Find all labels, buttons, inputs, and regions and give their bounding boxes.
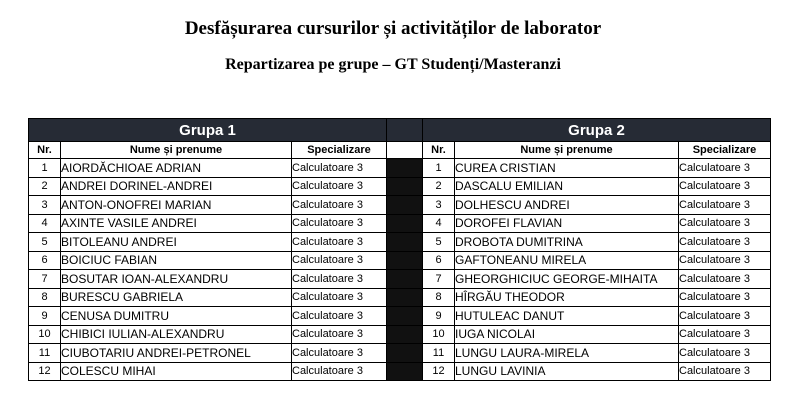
student-name: GHEORGHICIUC GEORGE-MIHAITA (455, 270, 679, 289)
specialization: Calculatoare 3 (679, 233, 771, 252)
row-number: 4 (29, 214, 61, 233)
column-gap (387, 362, 423, 381)
specialization: Calculatoare 3 (292, 251, 387, 270)
document-subtitle: Repartizarea pe grupe – GT Studenți/Masteranzi (225, 56, 561, 73)
row-number: 3 (29, 196, 61, 215)
document-title: Desfășurarea cursurilor și activităților de laborator (184, 18, 602, 39)
specialization: Calculatoare 3 (292, 196, 387, 215)
group-1-title: Grupa 1 (29, 119, 387, 142)
specialization: Calculatoare 3 (679, 270, 771, 289)
column-gap (387, 270, 423, 289)
student-name: AIORDĂCHIOAE ADRIAN (61, 159, 292, 178)
student-name: BURESCU GABRIELA (61, 288, 292, 307)
student-name: IUGA NICOLAI (455, 325, 679, 344)
table-row (29, 344, 771, 363)
table-row (29, 325, 771, 344)
student-name: CHIBICI IULIAN-ALEXANDRU (61, 325, 292, 344)
student-name: COLESCU MIHAI (61, 362, 292, 381)
student-name: CIUBOTARIU ANDREI-PETRONEL (61, 344, 292, 363)
specialization: Calculatoare 3 (292, 214, 387, 233)
g1-spec-header: Specializare (292, 142, 387, 159)
row-number: 10 (423, 325, 455, 344)
specialization: Calculatoare 3 (292, 307, 387, 326)
table-row (29, 214, 771, 233)
row-number: 8 (29, 288, 61, 307)
student-name: BOSUTAR IOAN-ALEXANDRU (61, 270, 292, 289)
specialization: Calculatoare 3 (679, 344, 771, 363)
row-number: 4 (423, 214, 455, 233)
row-number: 1 (29, 159, 61, 178)
group-header-row (29, 119, 771, 142)
specialization: Calculatoare 3 (292, 270, 387, 289)
table-row (29, 177, 771, 196)
row-number: 11 (423, 344, 455, 363)
g2-spec-header: Specializare (679, 142, 771, 159)
specialization: Calculatoare 3 (292, 344, 387, 363)
student-name: HÎRGĂU THEODOR (455, 288, 679, 307)
table-row (29, 159, 771, 178)
student-name: DASCALU EMILIAN (455, 177, 679, 196)
table-row (29, 196, 771, 215)
specialization: Calculatoare 3 (679, 325, 771, 344)
table-body (29, 159, 771, 381)
specialization: Calculatoare 3 (292, 288, 387, 307)
row-number: 9 (423, 307, 455, 326)
row-number: 5 (29, 233, 61, 252)
row-number: 2 (423, 177, 455, 196)
student-name: DOLHESCU ANDREI (455, 196, 679, 215)
column-gap (387, 344, 423, 363)
column-gap (387, 214, 423, 233)
student-name: DOROFEI FLAVIAN (455, 214, 679, 233)
student-name: DROBOTA DUMITRINA (455, 233, 679, 252)
row-number: 6 (423, 251, 455, 270)
row-number: 2 (29, 177, 61, 196)
student-name: ANTON-ONOFREI MARIAN (61, 196, 292, 215)
student-name: AXINTE VASILE ANDREI (61, 214, 292, 233)
row-number: 7 (423, 270, 455, 289)
table-row (29, 233, 771, 252)
specialization: Calculatoare 3 (679, 214, 771, 233)
specialization: Calculatoare 3 (292, 233, 387, 252)
column-gap (387, 119, 423, 142)
column-gap (387, 142, 423, 159)
row-number: 3 (423, 196, 455, 215)
row-number: 7 (29, 270, 61, 289)
specialization: Calculatoare 3 (292, 325, 387, 344)
student-name: BITOLEANU ANDREI (61, 233, 292, 252)
table-row (29, 288, 771, 307)
table-row (29, 251, 771, 270)
row-number: 8 (423, 288, 455, 307)
table-row (29, 307, 771, 326)
table-row (29, 270, 771, 289)
row-number: 5 (423, 233, 455, 252)
g2-nr-header: Nr. (423, 142, 455, 159)
specialization: Calculatoare 3 (292, 177, 387, 196)
groups-table (28, 118, 771, 381)
table-row (29, 362, 771, 381)
specialization: Calculatoare 3 (679, 251, 771, 270)
column-gap (387, 288, 423, 307)
row-number: 11 (29, 344, 61, 363)
column-gap (387, 177, 423, 196)
column-gap (387, 325, 423, 344)
g1-nr-header: Nr. (29, 142, 61, 159)
column-header-row (29, 142, 771, 159)
student-name: CENUSA DUMITRU (61, 307, 292, 326)
specialization: Calculatoare 3 (292, 159, 387, 178)
row-number: 12 (423, 362, 455, 381)
column-gap (387, 196, 423, 215)
student-name: BOICIUC FABIAN (61, 251, 292, 270)
specialization: Calculatoare 3 (292, 362, 387, 381)
specialization: Calculatoare 3 (679, 196, 771, 215)
student-name: HUTULEAC DANUT (455, 307, 679, 326)
specialization: Calculatoare 3 (679, 288, 771, 307)
column-gap (387, 233, 423, 252)
specialization: Calculatoare 3 (679, 307, 771, 326)
student-name: LUNGU LAURA-MIRELA (455, 344, 679, 363)
g2-name-header: Nume și prenume (455, 142, 679, 159)
column-gap (387, 159, 423, 178)
student-name: LUNGU LAVINIA (455, 362, 679, 381)
student-name: GAFTONEANU MIRELA (455, 251, 679, 270)
specialization: Calculatoare 3 (679, 362, 771, 381)
specialization: Calculatoare 3 (679, 159, 771, 178)
row-number: 6 (29, 251, 61, 270)
group-2-title: Grupa 2 (423, 119, 771, 142)
row-number: 9 (29, 307, 61, 326)
student-name: CUREA CRISTIAN (455, 159, 679, 178)
column-gap (387, 251, 423, 270)
student-name: ANDREI DORINEL-ANDREI (61, 177, 292, 196)
row-number: 12 (29, 362, 61, 381)
row-number: 1 (423, 159, 455, 178)
column-gap (387, 307, 423, 326)
specialization: Calculatoare 3 (679, 177, 771, 196)
g1-name-header: Nume și prenume (61, 142, 292, 159)
row-number: 10 (29, 325, 61, 344)
